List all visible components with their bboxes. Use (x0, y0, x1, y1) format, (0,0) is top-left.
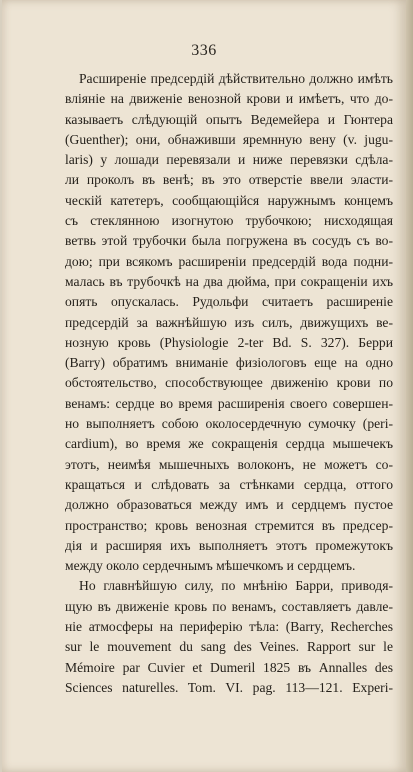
text-line: кращаться и слѣдовать за стѣнками сердца, оттого (65, 476, 393, 492)
text-line: Но главнѣйшую силу, по мнѣнію Барри, приводя- (79, 578, 393, 594)
text-line: малась въ трубочкѣ на два дюйма, при сокращеніи ихъ (65, 273, 393, 289)
text-line: щую въ движеніе кровь по венамъ, составляетъ давле- (65, 598, 393, 614)
text-line: дою; при всякомъ расширеніи предсердій вода подни- (65, 253, 393, 269)
text-line: Mémoire par Cuvier et Dumeril 1825 въ Annalles des (65, 659, 393, 675)
text-line: (Barry) обратимъ вниманіе физіологовъ еще на одно (65, 355, 393, 371)
text-line: предсердій за важнѣйшую изъ силъ, движущихъ ве- (65, 314, 393, 330)
text-line: венамъ: сердце во время расширенія своего совершен- (65, 395, 393, 411)
text-line: но выполняетъ собою околосердечную сумочку (peri- (65, 416, 393, 432)
book-page (2, 0, 406, 772)
text-line: вліяніе на движеніе венозной крови и имѣетъ, что до- (65, 91, 393, 107)
text-line: казываетъ слѣдующій опытъ Ведемейера и Гюнтера (65, 111, 393, 127)
text-line: ніе атмосферы на периферію тѣла: (Barry, Recherches (65, 619, 393, 635)
text-line: Расширеніе предсердій дѣйствительно должно имѣть (79, 71, 393, 86)
text-line: sur le mouvement du sang des Veines. Rapport sur le (65, 639, 393, 655)
page-edge (406, 0, 413, 772)
text-line: должно образоваться между имъ и сердцемъ пустое (65, 497, 393, 513)
text-line: ли проколъ въ венѣ; въ это отверстіе ввели эласти- (65, 172, 393, 188)
text-line: опять опускалась. Рудольфи считаетъ расширеніе (65, 294, 393, 310)
text-line: между около сердечнымъ мѣшечкомъ и сердцемъ. (65, 558, 356, 574)
page-number: 336 (191, 42, 217, 59)
text-line: cardium), во время же сокращенія сердца мышечекъ (65, 436, 393, 452)
text-line: ветвь этой трубочки была погружена въ сосудъ съ во- (65, 233, 393, 249)
text-line: laris) у лошади перевязали и ниже перевязки сдѣла- (65, 152, 393, 168)
text-line: ческій катетеръ, сообщающійся наружнымъ концемъ (65, 192, 393, 208)
text-line: Sciences naturelles. Tom. VI. pag. 113—121. Experi- (65, 679, 393, 695)
text-line: нозную кровь (Physiologie 2-ter Bd. S. 327). Берри (65, 334, 393, 350)
text-line: (Guenther); они, обнаживши яремнную вену (v. jugu- (65, 131, 393, 147)
text-line: этотъ, неимѣя мышечныхъ волоконъ, не можетъ со- (65, 456, 393, 472)
text-line: обстоятельство, способствующее движенію крови по (65, 375, 393, 391)
text-line: съ стеклянною изогнутою трубочкою; нисходящая (65, 213, 393, 229)
body-text (65, 69, 393, 698)
text-line: пространство; кровь венозная стремится въ предсер- (65, 517, 393, 533)
text-line: дія и расширяя ихъ выполняетъ этотъ промежутокъ (65, 537, 393, 553)
